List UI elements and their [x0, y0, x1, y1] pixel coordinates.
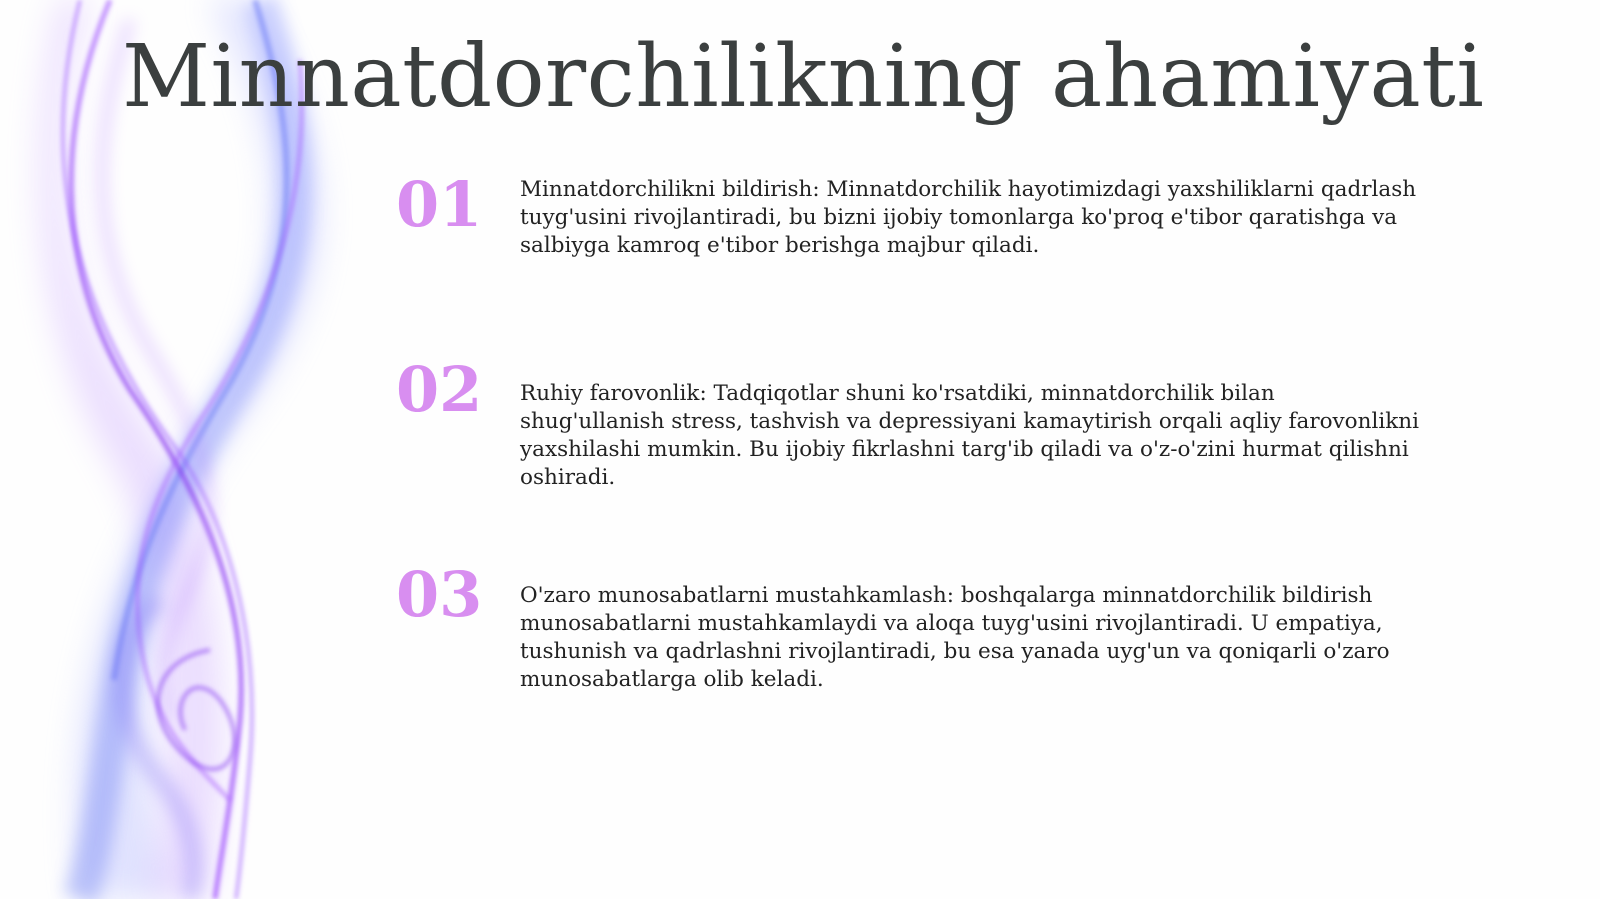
item-text: Minnatdorchilikni bildirish: Minnatdorchilik hayotimizdagi yaxshiliklarni qadrlash tuyg'usini rivojlantiradi, bu bizni ijobiy tomonlarga ko'proq e'tibor qaratishga va salbiyga kamroq e'tibor berishga majbur qiladi. — [520, 177, 1417, 258]
slide-title: Minnatdorchilikning ahamiyati — [122, 27, 1485, 127]
purple-smoke-graphic — [0, 0, 420, 899]
item-number: 02 — [396, 353, 483, 426]
item-text: O'zaro munosabatlarni mustahkamlash: boshqalarga minnatdorchilik bildirish munosabatlarni mustahkamlaydi va aloqa tuyg'usini rivojlantiradi. U empatiya, tushunish va qadrlashni rivojlantiradi, bu esa yanada uyg'un va qoniqarli o'zaro munosabatlarga olib keladi. — [520, 583, 1390, 692]
item-text: Ruhiy farovonlik: Tadqiqotlar shuni ko'rsatdiki, minnatdorchilik bilan shug'ullanish stress, tashvish va depressiyani kamaytirish orqali aqliy farovonlikni yaxshilashi mumkin. Bu ijobiy fikrlashni targ'ib qiladi va o'z-o'zini hurmat qilishni oshiradi. — [520, 381, 1419, 490]
item-number: 03 — [396, 558, 483, 631]
item-number: 01 — [396, 168, 483, 241]
